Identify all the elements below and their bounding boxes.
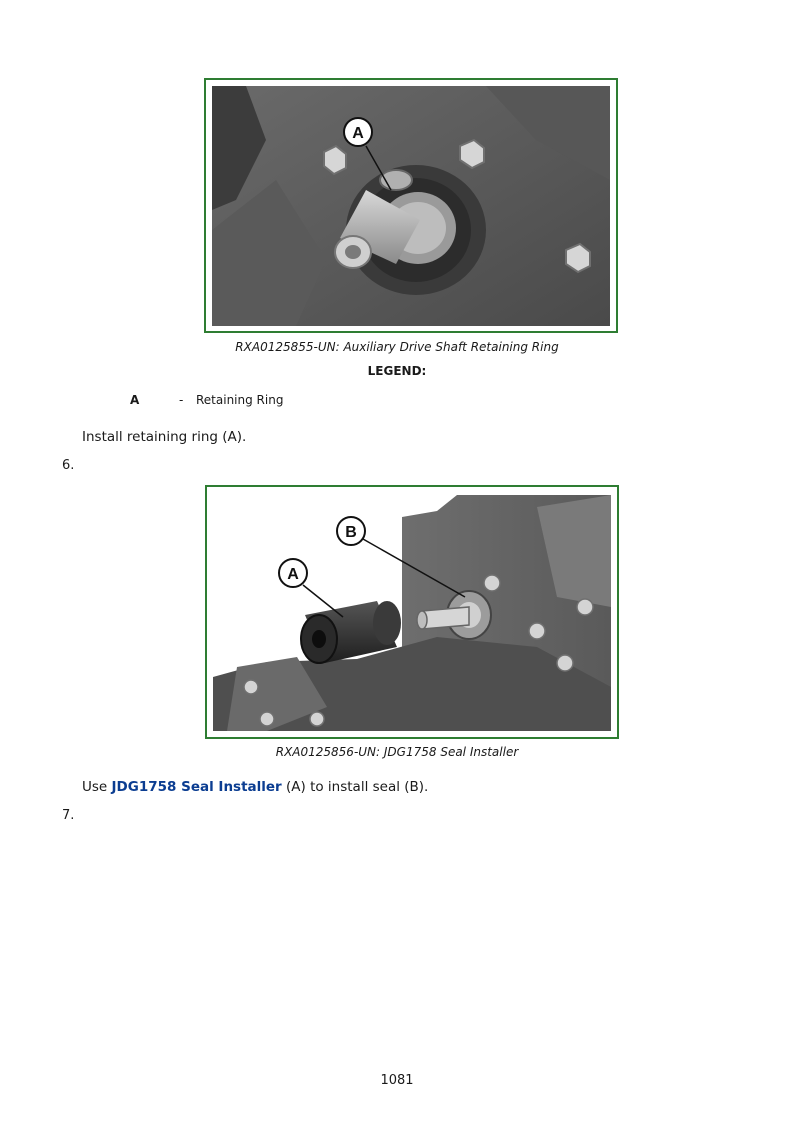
- step-number: 7.: [62, 808, 75, 823]
- instruction-text-after: (A) to install seal (B).: [281, 779, 429, 795]
- instruction-text-before: Use: [82, 779, 112, 795]
- seal-installer-illustration: [207, 487, 617, 737]
- seal-installer-link[interactable]: JDG1758 Seal Installer: [111, 779, 282, 795]
- legend-key: A: [130, 393, 140, 407]
- callout-a-label: A: [352, 125, 364, 142]
- step-number: 6.: [62, 458, 75, 473]
- legend-description: Retaining Ring: [196, 393, 284, 407]
- instruction-use-installer: [82, 779, 428, 795]
- figure-seal-installer: [205, 485, 619, 739]
- callout-b-label: B: [345, 524, 357, 541]
- legend-title: LEGEND:: [367, 364, 427, 378]
- page-number: 1081: [380, 1073, 414, 1088]
- figure2-caption: RXA0125856-UN: JDG1758 Seal Installer: [275, 745, 519, 759]
- figure1-caption: RXA0125855-UN: Auxiliary Drive Shaft Retaining Ring: [235, 340, 559, 354]
- retaining-ring-illustration: [206, 80, 616, 331]
- legend-dash: -: [179, 393, 184, 407]
- callout-a-label: A: [287, 566, 299, 583]
- legend-row: [0, 393, 794, 409]
- instruction-install-ring: Install retaining ring (A).: [82, 429, 247, 445]
- figure-retaining-ring: [204, 78, 618, 333]
